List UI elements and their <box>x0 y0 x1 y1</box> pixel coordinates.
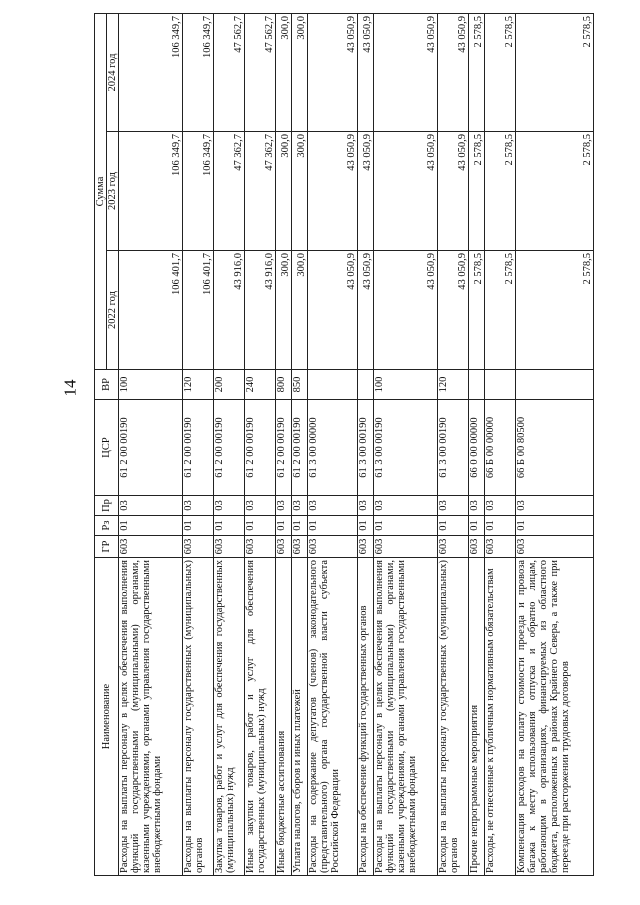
table-row <box>292 14 308 876</box>
row-name: Иные закупки товаров, работ и услуг для обеспечения государственных (муниципальных) нужд <box>245 558 276 876</box>
row-name: Уплата налогов, сборов и иных платежей <box>292 558 308 876</box>
row-vr <box>358 370 374 400</box>
col-header-2024: 2024 год <box>107 14 119 132</box>
row-gr: 603 <box>485 536 516 558</box>
row-2023: 43 050,9 <box>308 132 358 251</box>
row-2022: 43 916,0 <box>214 251 245 370</box>
row-rz: 01 <box>245 516 276 536</box>
row-2022: 2 578,5 <box>469 251 485 370</box>
row-2022: 300,0 <box>292 251 308 370</box>
row-name: Расходы на обеспечение функций государственных органов <box>358 558 374 876</box>
row-csr: 66 0 00 00000 <box>469 400 485 496</box>
row-2022: 300,0 <box>276 251 292 370</box>
row-pr: 03 <box>308 496 358 516</box>
row-pr: 03 <box>276 496 292 516</box>
table-row <box>119 14 183 876</box>
row-2024: 300,0 <box>276 14 292 132</box>
row-pr: 03 <box>469 496 485 516</box>
row-2024: 2 578,5 <box>485 14 516 132</box>
col-header-sum: Сумма <box>95 14 107 370</box>
col-header-gr: ГР <box>95 536 119 558</box>
row-gr: 603 <box>308 536 358 558</box>
table-row <box>276 14 292 876</box>
row-rz: 01 <box>183 516 214 536</box>
row-rz: 01 <box>358 516 374 536</box>
page-number: 14 <box>60 379 80 397</box>
row-2024: 43 050,9 <box>358 14 374 132</box>
row-2024: 106 349,7 <box>119 14 183 132</box>
table-row <box>358 14 374 876</box>
row-name: Расходы на выплаты персоналу в целях обеспечения выполнения функций государственными (муниципальными) органами, казенными учреждениями, органами управления государственными внебюджетными фондами <box>374 558 438 876</box>
row-rz: 01 <box>485 516 516 536</box>
table-row <box>308 14 358 876</box>
row-csr: 66 Б 00 00000 <box>485 400 516 496</box>
col-header-csr: ЦСР <box>95 400 119 496</box>
row-name: Закупка товаров, работ и услуг для обеспечения государственных (муниципальных) нужд <box>214 558 245 876</box>
row-2022: 2 578,5 <box>516 251 594 370</box>
row-csr: 61 2 00 00190 <box>119 400 183 496</box>
row-vr: 100 <box>119 370 183 400</box>
row-2022: 43 050,9 <box>308 251 358 370</box>
budget-table-wrapper <box>94 14 622 876</box>
row-2023: 300,0 <box>292 132 308 251</box>
row-vr <box>308 370 358 400</box>
row-vr: 200 <box>214 370 245 400</box>
row-2022: 2 578,5 <box>485 251 516 370</box>
row-pr: 03 <box>485 496 516 516</box>
row-pr: 03 <box>516 496 594 516</box>
row-gr: 603 <box>183 536 214 558</box>
row-pr: 03 <box>214 496 245 516</box>
row-gr: 603 <box>292 536 308 558</box>
row-rz: 01 <box>214 516 245 536</box>
row-rz: 01 <box>276 516 292 536</box>
row-vr: 240 <box>245 370 276 400</box>
table-row <box>214 14 245 876</box>
row-vr: 120 <box>183 370 214 400</box>
row-2022: 106 401,7 <box>183 251 214 370</box>
row-pr: 03 <box>358 496 374 516</box>
row-2024: 43 050,9 <box>308 14 358 132</box>
row-2024: 47 562,7 <box>245 14 276 132</box>
row-rz: 01 <box>119 516 183 536</box>
row-gr: 603 <box>358 536 374 558</box>
row-csr: 66 Б 00 80500 <box>516 400 594 496</box>
row-gr: 603 <box>516 536 594 558</box>
col-header-pr: Пр <box>95 496 119 516</box>
row-name: Компенсация расходов на оплату стоимости проезда и провоза багажа к месту использования отпуска и обратно лицам, работающим в организациях, финансируемых из областного бюджета, расположенных в районах Крайнего Севера, а также при переезде при расторжении трудовых договоров <box>516 558 594 876</box>
row-pr: 03 <box>374 496 438 516</box>
row-2023: 43 050,9 <box>358 132 374 251</box>
row-rz: 01 <box>374 516 438 536</box>
row-csr: 61 2 00 00190 <box>245 400 276 496</box>
row-vr: 120 <box>438 370 469 400</box>
row-2022: 43 050,9 <box>358 251 374 370</box>
row-csr: 61 3 00 00000 <box>308 400 358 496</box>
row-2022: 43 050,9 <box>438 251 469 370</box>
row-gr: 603 <box>214 536 245 558</box>
header-row <box>95 14 107 876</box>
row-pr: 03 <box>438 496 469 516</box>
row-rz: 01 <box>292 516 308 536</box>
row-2024: 43 050,9 <box>374 14 438 132</box>
table-row <box>469 14 485 876</box>
row-gr: 603 <box>245 536 276 558</box>
row-csr: 61 2 00 00190 <box>214 400 245 496</box>
row-csr: 61 3 00 00190 <box>374 400 438 496</box>
row-2022: 43 916,0 <box>245 251 276 370</box>
row-2023: 2 578,5 <box>516 132 594 251</box>
row-2024: 300,0 <box>292 14 308 132</box>
table-row <box>245 14 276 876</box>
row-2023: 300,0 <box>276 132 292 251</box>
row-rz: 01 <box>516 516 594 536</box>
table-row <box>485 14 516 876</box>
row-2023: 47 362,7 <box>214 132 245 251</box>
row-csr: 61 2 00 00190 <box>276 400 292 496</box>
row-2024: 2 578,5 <box>469 14 485 132</box>
row-pr: 03 <box>292 496 308 516</box>
col-header-name: Наименование <box>95 558 119 876</box>
row-name: Расходы на содержание депутатов (членов) законодательного (представительного) органа государственной власти субъекта Российской Федерации <box>308 558 358 876</box>
row-vr <box>516 370 594 400</box>
row-name: Расходы на выплаты персоналу в целях обеспечения выполнения функций государственными (муниципальными) органами, казенными учреждениями, органами управления государственными внебюджетными фондами <box>119 558 183 876</box>
row-name: Расходы на выплаты персоналу государственных (муниципальных) органов <box>438 558 469 876</box>
row-2024: 43 050,9 <box>438 14 469 132</box>
col-header-2023: 2023 год <box>107 132 119 251</box>
row-csr: 61 2 00 00190 <box>183 400 214 496</box>
row-2024: 106 349,7 <box>183 14 214 132</box>
row-gr: 603 <box>119 536 183 558</box>
row-gr: 603 <box>374 536 438 558</box>
row-vr: 850 <box>292 370 308 400</box>
row-pr: 03 <box>183 496 214 516</box>
row-rz: 01 <box>308 516 358 536</box>
table-row <box>183 14 214 876</box>
table-row <box>516 14 594 876</box>
row-vr: 800 <box>276 370 292 400</box>
row-2023: 2 578,5 <box>469 132 485 251</box>
row-2024: 2 578,5 <box>516 14 594 132</box>
row-rz: 01 <box>469 516 485 536</box>
row-vr <box>469 370 485 400</box>
table-row <box>438 14 469 876</box>
row-2022: 43 050,9 <box>374 251 438 370</box>
row-gr: 603 <box>469 536 485 558</box>
row-vr <box>485 370 516 400</box>
row-2024: 47 562,7 <box>214 14 245 132</box>
row-vr: 100 <box>374 370 438 400</box>
row-2023: 43 050,9 <box>438 132 469 251</box>
row-pr: 03 <box>119 496 183 516</box>
row-name: Расходы, не отнесенные к публичным нормативным обязательствам <box>485 558 516 876</box>
row-2023: 47 362,7 <box>245 132 276 251</box>
row-gr: 603 <box>438 536 469 558</box>
row-csr: 61 2 00 00190 <box>292 400 308 496</box>
row-2023: 106 349,7 <box>119 132 183 251</box>
row-name: Иные бюджетные ассигнования <box>276 558 292 876</box>
budget-table <box>94 13 594 876</box>
col-header-rz: Рз <box>95 516 119 536</box>
col-header-vr: ВР <box>95 370 119 400</box>
row-name: Прочие непрограммные мероприятия <box>469 558 485 876</box>
col-header-2022: 2022 год <box>107 251 119 370</box>
row-2023: 106 349,7 <box>183 132 214 251</box>
row-2023: 2 578,5 <box>485 132 516 251</box>
row-2023: 43 050,9 <box>374 132 438 251</box>
row-gr: 603 <box>276 536 292 558</box>
row-name: Расходы на выплаты персоналу государственных (муниципальных) органов <box>183 558 214 876</box>
row-csr: 61 3 00 00190 <box>358 400 374 496</box>
row-rz: 01 <box>438 516 469 536</box>
row-2022: 106 401,7 <box>119 251 183 370</box>
row-pr: 03 <box>245 496 276 516</box>
row-csr: 61 3 00 00190 <box>438 400 469 496</box>
table-row <box>374 14 438 876</box>
